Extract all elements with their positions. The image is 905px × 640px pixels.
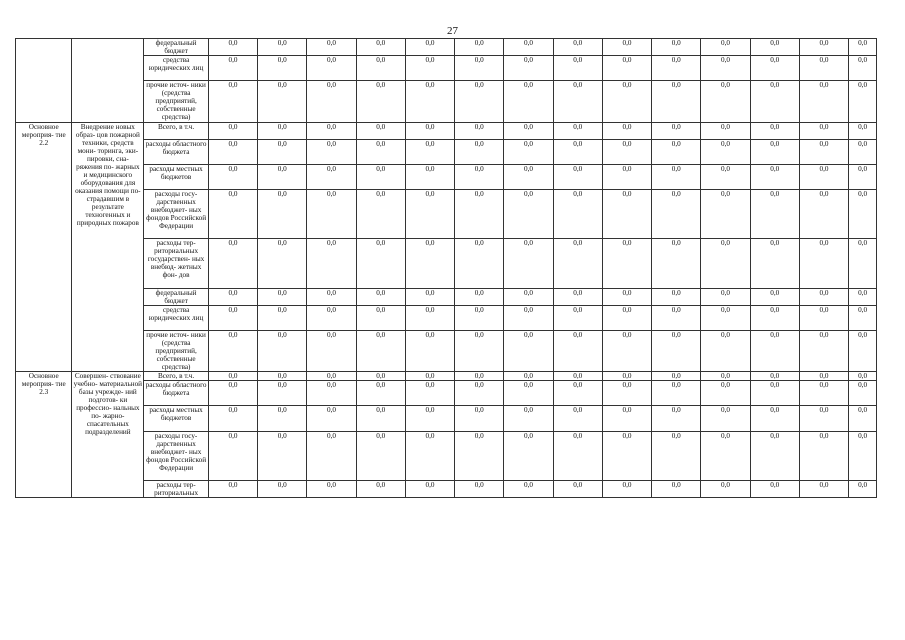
value-cell: 0,0: [750, 164, 799, 189]
value-cell: 0,0: [455, 190, 504, 239]
value-cell: 0,0: [455, 139, 504, 164]
value-cell: 0,0: [455, 372, 504, 381]
value-cell: 0,0: [849, 431, 877, 480]
value-cell: 0,0: [750, 381, 799, 406]
table-row: [16, 39, 877, 56]
value-cell: 0,0: [701, 480, 750, 497]
value-cell: 0,0: [208, 190, 257, 239]
value-cell: 0,0: [356, 288, 405, 305]
value-cell: 0,0: [652, 56, 701, 81]
value-cell: 0,0: [750, 330, 799, 371]
value-cell: 0,0: [356, 81, 405, 122]
value-cell: 0,0: [307, 431, 356, 480]
value-cell: 0,0: [405, 139, 454, 164]
value-cell: 0,0: [258, 431, 307, 480]
table-row: [16, 381, 877, 406]
value-cell: 0,0: [258, 381, 307, 406]
value-cell: 0,0: [504, 480, 553, 497]
funding-source-cell: средства юридических лиц: [144, 56, 209, 81]
value-cell: 0,0: [405, 330, 454, 371]
value-cell: 0,0: [849, 190, 877, 239]
value-cell: 0,0: [405, 122, 454, 139]
value-cell: 0,0: [701, 164, 750, 189]
value-cell: 0,0: [652, 305, 701, 330]
value-cell: 0,0: [258, 372, 307, 381]
value-cell: 0,0: [849, 288, 877, 305]
table-row: [16, 431, 877, 480]
value-cell: 0,0: [602, 39, 651, 56]
value-cell: 0,0: [258, 406, 307, 431]
value-cell: 0,0: [799, 81, 848, 122]
value-cell: 0,0: [849, 381, 877, 406]
table-row: [16, 480, 877, 497]
value-cell: 0,0: [652, 81, 701, 122]
value-cell: 0,0: [602, 305, 651, 330]
value-cell: 0,0: [701, 122, 750, 139]
table-row: [16, 406, 877, 431]
value-cell: 0,0: [652, 190, 701, 239]
value-cell: 0,0: [307, 39, 356, 56]
value-cell: 0,0: [652, 406, 701, 431]
value-cell: 0,0: [405, 431, 454, 480]
table-row: [16, 139, 877, 164]
value-cell: 0,0: [208, 164, 257, 189]
value-cell: 0,0: [208, 288, 257, 305]
value-cell: 0,0: [258, 239, 307, 288]
value-cell: 0,0: [701, 372, 750, 381]
value-cell: 0,0: [356, 56, 405, 81]
value-cell: 0,0: [504, 431, 553, 480]
value-cell: 0,0: [602, 122, 651, 139]
value-cell: 0,0: [701, 239, 750, 288]
funding-source-cell: расходы госу- дарственных внебюджет- ных фондов Российской Федерации: [144, 190, 209, 239]
value-cell: 0,0: [405, 164, 454, 189]
value-cell: 0,0: [208, 330, 257, 371]
value-cell: 0,0: [602, 480, 651, 497]
funding-source-cell: федеральный бюджет: [144, 39, 209, 56]
value-cell: 0,0: [504, 372, 553, 381]
value-cell: 0,0: [799, 381, 848, 406]
value-cell: 0,0: [405, 305, 454, 330]
value-cell: 0,0: [405, 288, 454, 305]
value-cell: 0,0: [405, 190, 454, 239]
value-cell: 0,0: [258, 139, 307, 164]
funding-source-cell: расходы областного бюджета: [144, 381, 209, 406]
value-cell: 0,0: [750, 288, 799, 305]
value-cell: 0,0: [504, 139, 553, 164]
value-cell: 0,0: [258, 122, 307, 139]
value-cell: 0,0: [750, 39, 799, 56]
value-cell: 0,0: [504, 56, 553, 81]
value-cell: 0,0: [455, 381, 504, 406]
value-cell: 0,0: [258, 305, 307, 330]
value-cell: 0,0: [553, 330, 602, 371]
table-row: [16, 239, 877, 288]
value-cell: 0,0: [455, 480, 504, 497]
value-cell: 0,0: [356, 372, 405, 381]
value-cell: 0,0: [405, 239, 454, 288]
value-cell: 0,0: [356, 122, 405, 139]
event-name-cell: Основное мероприя- тие 2.3: [16, 372, 72, 498]
value-cell: 0,0: [750, 406, 799, 431]
value-cell: 0,0: [652, 239, 701, 288]
value-cell: 0,0: [553, 190, 602, 239]
value-cell: 0,0: [553, 122, 602, 139]
value-cell: 0,0: [553, 305, 602, 330]
value-cell: 0,0: [652, 164, 701, 189]
value-cell: 0,0: [455, 330, 504, 371]
value-cell: 0,0: [307, 56, 356, 81]
value-cell: 0,0: [849, 56, 877, 81]
table-row: [16, 305, 877, 330]
value-cell: 0,0: [258, 164, 307, 189]
value-cell: 0,0: [307, 305, 356, 330]
value-cell: 0,0: [750, 81, 799, 122]
table-row: [16, 122, 877, 139]
value-cell: 0,0: [602, 372, 651, 381]
value-cell: 0,0: [652, 372, 701, 381]
value-cell: 0,0: [799, 122, 848, 139]
value-cell: 0,0: [799, 39, 848, 56]
table-row: [16, 56, 877, 81]
funding-source-cell: прочие источ- ники (средства предприятий, собственные средства): [144, 330, 209, 371]
value-cell: 0,0: [356, 190, 405, 239]
value-cell: 0,0: [208, 81, 257, 122]
value-cell: 0,0: [652, 431, 701, 480]
value-cell: 0,0: [208, 139, 257, 164]
value-cell: 0,0: [455, 164, 504, 189]
value-cell: 0,0: [652, 480, 701, 497]
funding-source-cell: расходы тер- риториальных: [144, 480, 209, 497]
event-description-cell: [72, 39, 144, 123]
value-cell: 0,0: [799, 56, 848, 81]
value-cell: 0,0: [602, 431, 651, 480]
value-cell: 0,0: [208, 480, 257, 497]
value-cell: 0,0: [504, 239, 553, 288]
value-cell: 0,0: [652, 330, 701, 371]
value-cell: 0,0: [307, 288, 356, 305]
value-cell: 0,0: [356, 139, 405, 164]
value-cell: 0,0: [602, 381, 651, 406]
value-cell: 0,0: [849, 139, 877, 164]
value-cell: 0,0: [455, 56, 504, 81]
event-name-cell: Основное мероприя- тие 2.2: [16, 122, 72, 372]
value-cell: 0,0: [799, 239, 848, 288]
value-cell: 0,0: [405, 39, 454, 56]
funding-source-cell: Всего, в т.ч.: [144, 122, 209, 139]
value-cell: 0,0: [455, 122, 504, 139]
value-cell: 0,0: [799, 372, 848, 381]
value-cell: 0,0: [701, 305, 750, 330]
value-cell: 0,0: [208, 305, 257, 330]
value-cell: 0,0: [356, 164, 405, 189]
value-cell: 0,0: [307, 381, 356, 406]
funding-source-cell: расходы местных бюджетов: [144, 406, 209, 431]
value-cell: 0,0: [307, 330, 356, 371]
value-cell: 0,0: [701, 139, 750, 164]
value-cell: 0,0: [849, 406, 877, 431]
value-cell: 0,0: [849, 39, 877, 56]
value-cell: 0,0: [652, 122, 701, 139]
value-cell: 0,0: [602, 330, 651, 371]
funding-source-cell: расходы областного бюджета: [144, 139, 209, 164]
value-cell: 0,0: [208, 406, 257, 431]
value-cell: 0,0: [849, 239, 877, 288]
value-cell: 0,0: [504, 288, 553, 305]
value-cell: 0,0: [455, 431, 504, 480]
funding-source-cell: средства юридических лиц: [144, 305, 209, 330]
value-cell: 0,0: [849, 305, 877, 330]
value-cell: 0,0: [701, 406, 750, 431]
value-cell: 0,0: [405, 372, 454, 381]
value-cell: 0,0: [553, 56, 602, 81]
value-cell: 0,0: [208, 431, 257, 480]
value-cell: 0,0: [356, 381, 405, 406]
value-cell: 0,0: [307, 372, 356, 381]
event-description-cell: Внедрение новых образ- цов пожарной техники, средств мони- торинга, эки- пировки, сна- ряжения по- жарных и медицинского оборудования для оказания помощи по- страдавшим в результате техногенных и природных пожаров: [72, 122, 144, 372]
value-cell: 0,0: [504, 330, 553, 371]
value-cell: 0,0: [701, 381, 750, 406]
funding-source-cell: прочие источ- ники (средства предприятий, собственные средства): [144, 81, 209, 122]
value-cell: 0,0: [307, 164, 356, 189]
value-cell: 0,0: [504, 81, 553, 122]
value-cell: 0,0: [504, 406, 553, 431]
value-cell: 0,0: [849, 81, 877, 122]
value-cell: 0,0: [307, 406, 356, 431]
value-cell: 0,0: [455, 288, 504, 305]
value-cell: 0,0: [652, 139, 701, 164]
value-cell: 0,0: [799, 139, 848, 164]
value-cell: 0,0: [455, 39, 504, 56]
value-cell: 0,0: [356, 39, 405, 56]
value-cell: 0,0: [553, 164, 602, 189]
value-cell: 0,0: [504, 39, 553, 56]
value-cell: 0,0: [849, 480, 877, 497]
value-cell: 0,0: [258, 39, 307, 56]
value-cell: 0,0: [553, 239, 602, 288]
value-cell: 0,0: [602, 164, 651, 189]
value-cell: 0,0: [602, 81, 651, 122]
funding-source-cell: расходы местных бюджетов: [144, 164, 209, 189]
value-cell: 0,0: [750, 56, 799, 81]
value-cell: 0,0: [602, 56, 651, 81]
value-cell: 0,0: [701, 56, 750, 81]
value-cell: 0,0: [307, 122, 356, 139]
value-cell: 0,0: [750, 122, 799, 139]
value-cell: 0,0: [307, 480, 356, 497]
funding-source-cell: федеральный бюджет: [144, 288, 209, 305]
value-cell: 0,0: [849, 372, 877, 381]
value-cell: 0,0: [405, 56, 454, 81]
value-cell: 0,0: [405, 81, 454, 122]
value-cell: 0,0: [356, 431, 405, 480]
value-cell: 0,0: [799, 431, 848, 480]
value-cell: 0,0: [208, 39, 257, 56]
value-cell: 0,0: [405, 480, 454, 497]
value-cell: 0,0: [553, 406, 602, 431]
value-cell: 0,0: [701, 330, 750, 371]
value-cell: 0,0: [405, 406, 454, 431]
page-number: 27: [447, 25, 458, 37]
value-cell: 0,0: [799, 406, 848, 431]
value-cell: 0,0: [208, 122, 257, 139]
value-cell: 0,0: [652, 381, 701, 406]
value-cell: 0,0: [504, 305, 553, 330]
table-row: [16, 330, 877, 371]
value-cell: 0,0: [553, 39, 602, 56]
value-cell: 0,0: [405, 381, 454, 406]
value-cell: 0,0: [356, 480, 405, 497]
value-cell: 0,0: [258, 81, 307, 122]
value-cell: 0,0: [701, 288, 750, 305]
value-cell: 0,0: [750, 190, 799, 239]
value-cell: 0,0: [799, 480, 848, 497]
value-cell: 0,0: [455, 406, 504, 431]
value-cell: 0,0: [602, 139, 651, 164]
value-cell: 0,0: [208, 372, 257, 381]
event-description-cell: Совершен- ствование учебно- материальной базы учрежде- ний подготов- ки профессио- нальных по- жарно- спасательных подразделений: [72, 372, 144, 498]
value-cell: 0,0: [553, 480, 602, 497]
funding-source-cell: расходы госу- дарственных внебюджет- ных фондов Российской Федерации: [144, 431, 209, 480]
funding-source-cell: расходы тер- риториальных государствен- ных внебюд- жетных фон- дов: [144, 239, 209, 288]
value-cell: 0,0: [307, 139, 356, 164]
value-cell: 0,0: [504, 381, 553, 406]
funding-source-cell: Всего, в т.ч.: [144, 372, 209, 381]
value-cell: 0,0: [799, 288, 848, 305]
value-cell: 0,0: [750, 239, 799, 288]
value-cell: 0,0: [652, 39, 701, 56]
value-cell: 0,0: [799, 190, 848, 239]
value-cell: 0,0: [307, 239, 356, 288]
value-cell: 0,0: [602, 239, 651, 288]
value-cell: 0,0: [750, 431, 799, 480]
value-cell: 0,0: [208, 381, 257, 406]
table-row: [16, 81, 877, 122]
table-row: [16, 288, 877, 305]
value-cell: 0,0: [750, 139, 799, 164]
value-cell: 0,0: [652, 288, 701, 305]
value-cell: 0,0: [455, 81, 504, 122]
budget-table: [15, 38, 877, 498]
value-cell: 0,0: [258, 190, 307, 239]
value-cell: 0,0: [356, 239, 405, 288]
value-cell: 0,0: [356, 406, 405, 431]
value-cell: 0,0: [455, 239, 504, 288]
value-cell: 0,0: [504, 164, 553, 189]
value-cell: 0,0: [750, 372, 799, 381]
value-cell: 0,0: [701, 81, 750, 122]
value-cell: 0,0: [849, 164, 877, 189]
value-cell: 0,0: [849, 122, 877, 139]
value-cell: 0,0: [553, 372, 602, 381]
value-cell: 0,0: [307, 190, 356, 239]
value-cell: 0,0: [258, 480, 307, 497]
value-cell: 0,0: [208, 56, 257, 81]
value-cell: 0,0: [356, 305, 405, 330]
value-cell: 0,0: [602, 190, 651, 239]
value-cell: 0,0: [750, 480, 799, 497]
value-cell: 0,0: [701, 190, 750, 239]
value-cell: 0,0: [307, 81, 356, 122]
value-cell: 0,0: [553, 431, 602, 480]
value-cell: 0,0: [504, 190, 553, 239]
table-row: [16, 372, 877, 381]
value-cell: 0,0: [553, 139, 602, 164]
value-cell: 0,0: [258, 330, 307, 371]
value-cell: 0,0: [799, 164, 848, 189]
value-cell: 0,0: [799, 330, 848, 371]
value-cell: 0,0: [504, 122, 553, 139]
value-cell: 0,0: [602, 406, 651, 431]
event-name-cell: [16, 39, 72, 123]
value-cell: 0,0: [799, 305, 848, 330]
value-cell: 0,0: [701, 39, 750, 56]
value-cell: 0,0: [553, 288, 602, 305]
value-cell: 0,0: [849, 330, 877, 371]
value-cell: 0,0: [356, 330, 405, 371]
value-cell: 0,0: [258, 288, 307, 305]
value-cell: 0,0: [602, 288, 651, 305]
value-cell: 0,0: [701, 431, 750, 480]
value-cell: 0,0: [455, 305, 504, 330]
value-cell: 0,0: [258, 56, 307, 81]
value-cell: 0,0: [553, 81, 602, 122]
table-row: [16, 190, 877, 239]
value-cell: 0,0: [208, 239, 257, 288]
value-cell: 0,0: [750, 305, 799, 330]
table-row: [16, 164, 877, 189]
value-cell: 0,0: [553, 381, 602, 406]
